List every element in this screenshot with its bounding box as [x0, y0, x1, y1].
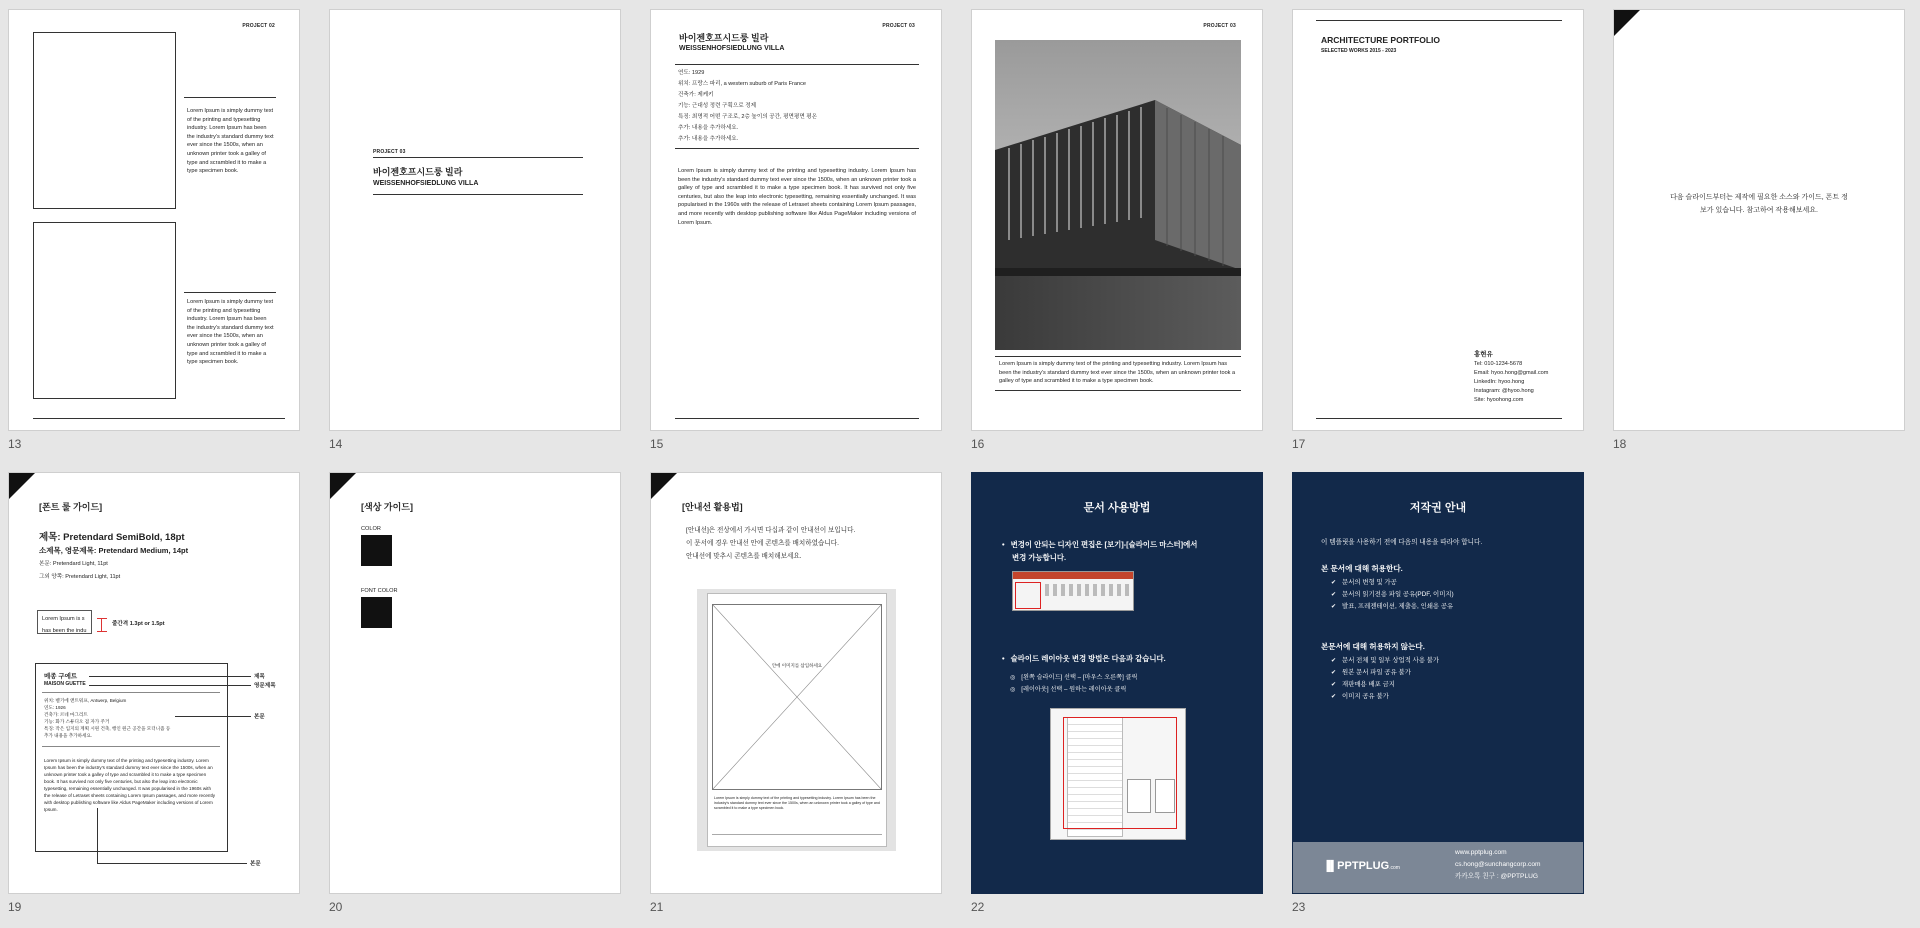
font-rule-title: 제목: Pretendard SemiBold, 18pt: [39, 532, 185, 543]
denied-item: ✔ 이미지 공유 불가: [1331, 691, 1439, 703]
info-line: 기능: 근대성 정련 구획으로 정제: [678, 103, 757, 109]
corner-mark: [9, 473, 35, 499]
denied-list: [1331, 655, 1439, 703]
arrow-line: [175, 716, 251, 717]
step-item: [1010, 672, 1138, 684]
portfolio-title: ARCHITECTURE PORTFOLIO: [1321, 35, 1440, 45]
example-title-ko: 메종 구에트: [44, 673, 78, 680]
body-text: Lorem Ipsum is simply dummy text of the printing and typesetting industry. Lorem Ipsum has been the industry's standard dummy text ever since the 1500s, when an unknown printer took a galley of type and scrambled it to make a type specimen book.: [187, 108, 274, 175]
slide-number: 21: [650, 900, 664, 914]
divider: [42, 746, 220, 747]
example-info: 연도: 1926: [44, 705, 66, 710]
slide-number: 16: [971, 437, 985, 451]
info-line: 추가: 내용을 추가하세요.: [678, 136, 739, 142]
annotation-body: 본문: [254, 714, 265, 720]
guide-line: 이 문서에 경우 안내선 안에 콘텐츠를 배치하였습니다.: [686, 540, 839, 547]
slide-thumbnail-15[interactable]: [650, 9, 942, 431]
slide-number: 23: [1292, 900, 1306, 914]
divider: [373, 194, 583, 195]
mockup-image-frame: [712, 604, 882, 790]
spacing-indicator-icon: [97, 618, 107, 632]
step-item: [1010, 684, 1126, 696]
slide-number: 15: [650, 437, 664, 451]
ribbon-icons: [1045, 584, 1131, 596]
arrow-line: [89, 676, 251, 677]
annotation-body-2: 본문: [250, 861, 261, 867]
font-rule-subtitle: 소제목, 영문제목: Pretendard Medium, 14pt: [39, 546, 189, 555]
slide-number: 22: [971, 900, 985, 914]
color-label: COLOR: [361, 526, 381, 532]
mockup-page: [707, 593, 887, 847]
logo-text: PPTPLUG: [1337, 860, 1390, 872]
divider: [373, 157, 583, 158]
corner-mark: [1614, 10, 1640, 36]
divider: [675, 418, 919, 419]
corner-mark: [330, 473, 356, 499]
image-placeholder: [33, 222, 176, 399]
color-swatch: [361, 535, 392, 566]
allowed-title: 본 문서에 대해 허용한다.: [1321, 564, 1403, 573]
logo-suffix: .com: [1389, 865, 1400, 871]
info-line: 위치: 프랑스 파리, a western suburb of Paris France: [678, 81, 806, 87]
slide-thumbnail-14[interactable]: [329, 9, 621, 431]
section-title: [폰트 룰 가이드]: [39, 502, 103, 512]
example-body: Lorem Ipsum is simply dummy text of the printing and typesetting industry. Lorem Ipsum has been the industry's standard dummy text ever since the 1500s, when an unknown printer took a galley of type and scrambled it to make a type specimen book. It has survived not only five centuries, but also the leap into electronic typesetting, remaining essentially unchanged. It was popularised in the 1960s with the release of Letraset sheets containing Lorem Ipsum passages, and more recently with desktop publishing software like Aldus PageMaker including versions of Lorem Ipsum.: [44, 758, 216, 812]
divider: [675, 64, 919, 65]
example-info: 위치: 벨기에 앤트워프, Antwerp, Belgium: [44, 698, 127, 703]
mockup-caption: 안에 이미지를 삽입하세요: [771, 663, 823, 668]
usage-bullet-cont: 변경 가능합니다.: [1012, 553, 1067, 562]
contact-instagram: Instagram: @hyoo.hong: [1474, 388, 1534, 394]
corner-mark: [651, 473, 677, 499]
mockup-body: Lorem Ipsum is simply dummy text of the printing and typesetting industry. Lorem Ipsum has been the industry's standard dummy text ever since the 1500s, when an unknown printer took a galley of type and scrambled it to make a type specimen book.: [714, 796, 880, 810]
ribbon-bar: [1013, 572, 1133, 579]
slide-title: 문서 사용방법: [1083, 502, 1151, 514]
example-info: 특징: 작은 입지의 계획 시원 건축, 행인 원근 공간을 모더니즘 등: [44, 726, 171, 731]
annotation-title: 제목: [254, 674, 265, 680]
contact-tel: Tel: 010-1234-5678: [1474, 361, 1523, 367]
step-item-text: [레이아웃] 선택 – 원하는 레이아웃 클릭: [1021, 686, 1127, 693]
allowed-item: ✔ 문서의 변형 및 가공: [1331, 577, 1454, 589]
example-info: 기능: 화가 스튜디오 겸 자가 주거: [44, 719, 110, 724]
font-rule-other: 그외 양쪽: Pretendard Light, 11pt: [39, 574, 121, 580]
footer-mail: cs.hong@sunchangcorp.com: [1455, 861, 1541, 868]
slide-thumbnail-16[interactable]: [971, 9, 1263, 431]
placeholder-cross-icon: [713, 605, 881, 789]
building-photo-icon: [995, 40, 1241, 350]
slide-thumbnail-21[interactable]: [650, 472, 942, 894]
building-photo: [995, 40, 1241, 350]
arrow-vertical: [97, 808, 98, 863]
font-color-label: FONT COLOR: [361, 588, 398, 594]
allowed-item: ✔ 발표, 프레젠테이션, 제출용, 인쇄용 공유: [1331, 601, 1454, 613]
slide-number: 19: [8, 900, 22, 914]
divider: [712, 834, 882, 835]
divider: [184, 97, 276, 98]
footer-site: www.pptplug.com: [1455, 849, 1507, 856]
spacing-bar: [101, 619, 102, 632]
footer-band: [1293, 842, 1583, 894]
slide-thumbnail-19[interactable]: [8, 472, 300, 894]
divider: [184, 292, 276, 293]
project-tag: PROJECT 02: [242, 23, 275, 29]
example-title-en: MAISON GUETTE: [44, 681, 86, 687]
sample-line: has been the indu: [42, 628, 87, 634]
usage-bullet: [1002, 653, 1166, 665]
project-title-en: WEISSENHOFSIEDLUNG VILLA: [679, 45, 785, 52]
divider: [995, 390, 1241, 391]
portfolio-subtitle: SELECTED WORKS 2015 - 2023: [1321, 48, 1397, 54]
divider: [1316, 418, 1562, 419]
slide-number: 18: [1613, 437, 1627, 451]
denied-title: 본문서에 대해 허용하지 않는다.: [1321, 642, 1425, 651]
info-line: 특징: 최명적 어떤 구조로, 2층 높이의 공간, 평면평면 평온: [678, 114, 818, 120]
project-tag: PROJECT 03: [1203, 23, 1236, 29]
project-tag: PROJECT 03: [373, 149, 406, 155]
slide-number: 13: [8, 437, 22, 451]
line-spacing-sample: [37, 610, 92, 634]
layout-screenshot: [1050, 708, 1186, 840]
copyright-intro: 이 템플릿을 사용하기 전에 다음의 내용을 따라야 합니다.: [1321, 539, 1483, 546]
example-info: 건축가: 르네 마그리트: [44, 712, 88, 717]
denied-item: ✔ 재판매용 배포 금지: [1331, 679, 1439, 691]
ribbon-screenshot: [1012, 571, 1134, 611]
usage-bullet-text: 변경이 안되는 디자인 편집은 [보기]-[슬라이드 마스터]에서: [1010, 540, 1198, 549]
denied-item: ✔ 문서 전체 및 일부 상업적 사용 불가: [1331, 655, 1439, 667]
allowed-item: ✔ 문서의 읽기전용 파일 공유(PDF, 이미지): [1331, 589, 1454, 601]
arrow-line: [97, 863, 247, 864]
allowed-list: [1331, 577, 1454, 613]
contact-site: Site: hyoohong.com: [1474, 397, 1524, 403]
body-text: Lorem Ipsum is simply dummy text of the printing and typesetting industry. Lorem Ipsum has been the industry's standard dummy text ever since the 1500s, when an unknown printer took a galley of type and scrambled it to make a type specimen book.: [999, 361, 1236, 385]
slide-thumbnail-17[interactable]: [1292, 9, 1584, 431]
arrow-line: [89, 685, 251, 686]
divider: [675, 148, 919, 149]
info-line: 추가: 내용을 추가하세요.: [678, 125, 739, 131]
ribbon-highlight: [1015, 582, 1041, 609]
usage-bullet: [1002, 539, 1197, 551]
guide-intro-line: 보가 있습니다. 참고하여 작용해보세요.: [1700, 207, 1818, 214]
pptplug-logo: [1323, 860, 1400, 872]
step-item-text: [왼쪽 슬라이드] 선택 – [마우스 오른쪽] 클릭: [1021, 674, 1138, 681]
layout-preview: [1155, 779, 1175, 813]
slide-thumbnail-18[interactable]: [1613, 9, 1905, 431]
project-tag: PROJECT 03: [882, 23, 915, 29]
sample-line: Lorem Ipsum is s: [42, 616, 85, 622]
project-title-ko: 바이젠호프시드룽 빌라: [679, 33, 769, 43]
section-title: [색상 가이드]: [361, 502, 413, 512]
image-placeholder: [33, 32, 176, 209]
slide-thumbnail-23[interactable]: [1292, 472, 1584, 894]
contact-email: Email: hyoo.hong@gmail.com: [1474, 370, 1549, 376]
slide-thumbnail-20[interactable]: [329, 472, 621, 894]
body-text: Lorem Ipsum is simply dummy text of the printing and typesetting industry. Lorem Ipsum has been the industry's standard dummy text ever since the 1500s, when an unknown printer took a galley of type and scrambled it to make a type specimen book.: [187, 299, 274, 366]
divider: [1316, 20, 1562, 21]
slide-number: 17: [1292, 437, 1306, 451]
layout-preview: [1127, 779, 1151, 813]
slide-number: 14: [329, 437, 343, 451]
font-rule-body: 본문: Pretendard Light, 11pt: [39, 561, 108, 567]
divider: [33, 418, 285, 419]
footer-kakao: 카카오톡 친구 : @PPTPLUG: [1455, 873, 1539, 880]
usage-bullet-text: 슬라이드 레이아웃 변경 방법은 다음과 같습니다.: [1010, 654, 1166, 663]
spacing-label: 줄간격 1.3pt or 1.5pt: [112, 621, 165, 627]
guide-mockup: [697, 589, 896, 851]
example-info: 추가 내용을 추가하세요.: [44, 733, 93, 738]
slide-thumbnail-22[interactable]: [971, 472, 1263, 894]
divider: [42, 692, 220, 693]
project-title-ko: 바이젠호프시드룽 빌라: [373, 167, 463, 177]
contact-name: 홍현유: [1474, 351, 1493, 358]
annotation-en-title: 영문제목: [254, 683, 276, 689]
font-color-swatch: [361, 597, 392, 628]
example-layout: [35, 663, 228, 852]
denied-item: ✔ 원본 문서 파일 공유 불가: [1331, 667, 1439, 679]
project-title-en: WEISSENHOFSIEDLUNG VILLA: [373, 180, 479, 187]
info-line: 건축가: 제케키: [678, 92, 714, 98]
logo-mark-icon: ▐▌: [1323, 861, 1338, 872]
divider: [995, 356, 1241, 357]
guide-intro: [1614, 191, 1904, 217]
body-text: Lorem Ipsum is simply dummy text of the printing and typesetting industry. Lorem Ipsum has been the industry's standard dummy text ever since the 1500s, when an unknown printer took a galley of type and scrambled it to make a type specimen book. It has survived not only five centuries, but also the leap into electronic typesetting, remaining essentially unchanged. It was popularised in the 1960s with the release of Letraset sheets containing Lorem Ipsum passages, and more recently with desktop publishing software like Aldus PageMaker including versions of Lorem Ipsum.: [678, 168, 916, 226]
guide-line: [안내선]은 전상에서 가시면 다십과 같이 안내선이 보입니다.: [686, 527, 856, 534]
info-line: 연도: 1929: [678, 70, 705, 76]
slide-number: 20: [329, 900, 343, 914]
guide-intro-line: 다음 슬라이드부터는 제작에 필요한 소스와 가이드, 폰트 정: [1670, 194, 1848, 201]
contact-linkedin: LinkedIn: hyoo.hong: [1474, 379, 1525, 385]
slide-title: 저작권 안내: [1409, 502, 1467, 514]
guide-line: 안내선에 맞추시 콘텐츠를 배치해보세요.: [686, 553, 802, 560]
slide-thumbnail-13[interactable]: [8, 9, 300, 431]
section-title: [안내선 활용법]: [682, 502, 743, 512]
